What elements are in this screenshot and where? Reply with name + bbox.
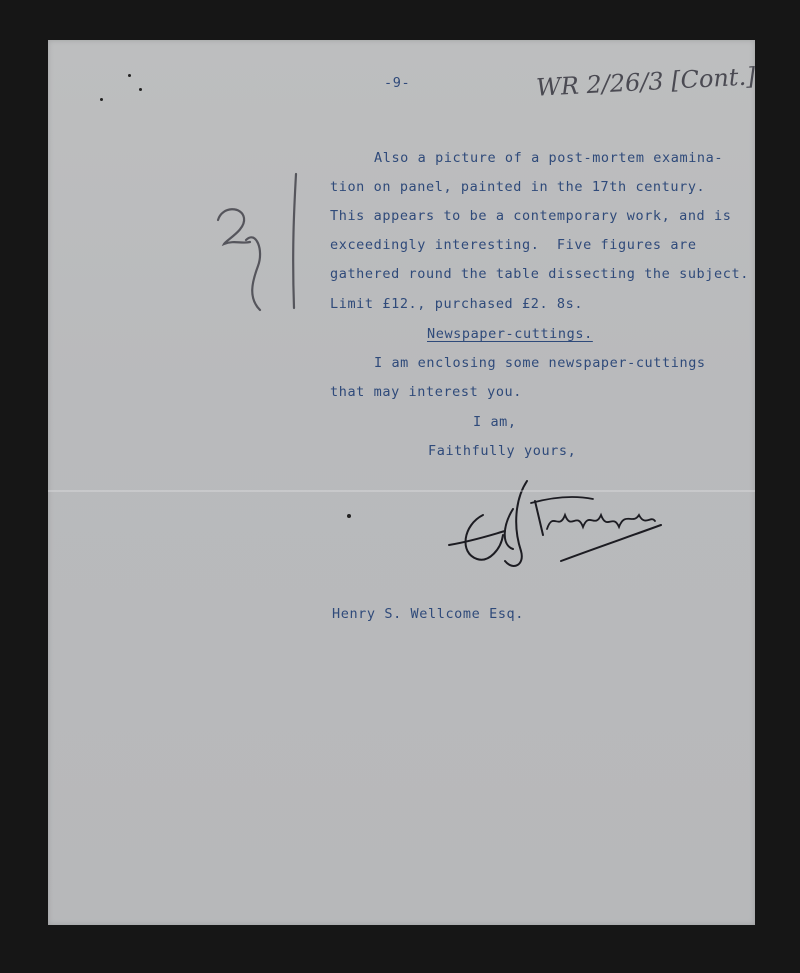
page-number: -9-	[384, 75, 411, 91]
signature	[443, 475, 668, 575]
body-line: tion on panel, painted in the 17th century.	[330, 179, 706, 195]
section-line: that may interest you.	[330, 384, 523, 400]
letter-page	[48, 40, 755, 925]
reference-annotation: WR 2/26/3 [Cont.]	[535, 62, 757, 102]
section-heading: Newspaper-cuttings.	[427, 326, 593, 342]
closing-line: Faithfully yours,	[428, 443, 577, 459]
section-line: I am enclosing some newspaper-cuttings	[374, 355, 706, 371]
body-line: exceedingly interesting. Five figures are	[330, 237, 697, 253]
body-line: Also a picture of a post-mortem examina-	[374, 150, 724, 166]
body-line: Limit £12., purchased £2. 8s.	[330, 296, 584, 312]
addressee: Henry S. Wellcome Esq.	[332, 606, 525, 622]
closing-line: I am,	[473, 414, 517, 430]
margin-annotation-mark	[208, 170, 308, 320]
body-line: This appears to be a contemporary work, and is	[330, 208, 732, 224]
body-line: gathered round the table dissecting the subject.	[330, 266, 749, 282]
